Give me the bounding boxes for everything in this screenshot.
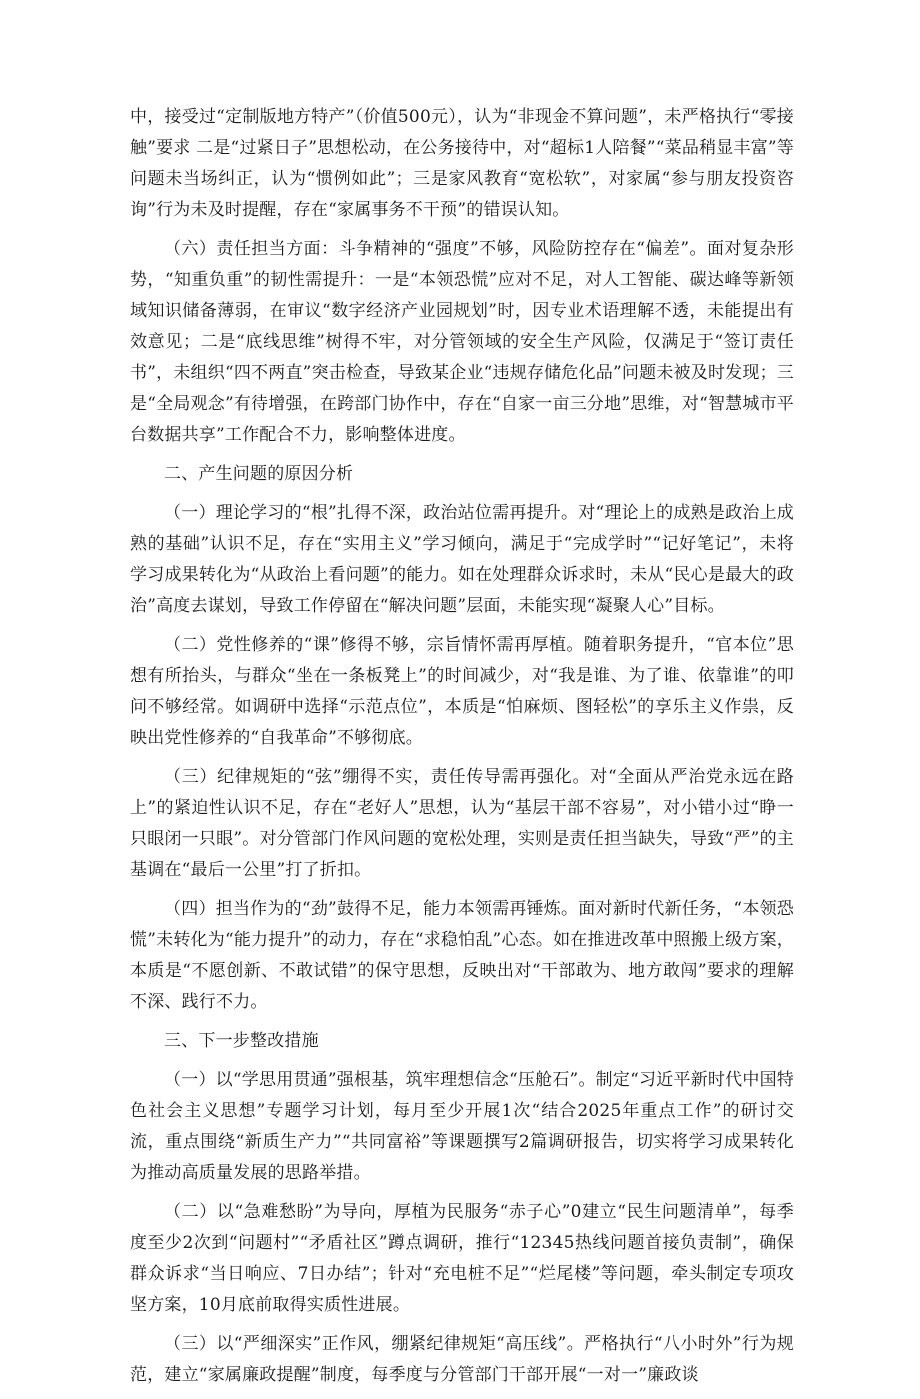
paragraph-continuation: 中，接受过“定制版地方特产”（价值500元），认为“非现金不算问题”，未严格执行“零接触”要求 二是“过紧日子”思想松动，在公务接待中，对“超标1人陪餐”“菜品稍显丰富”等问题未当场纠正，认为“惯例如此”；三是家风教育“宽松软”，对家属“参与朋友投资咨询”行为未及时提醒，存在“家属事务不干预”的错误认知。 — [130, 107, 794, 220]
section-heading-causes: 二、产生问题的原因分析 — [164, 464, 354, 484]
document-page — [130, 102, 794, 1399]
paragraph-measure-3: （三）以“严细深实”正作风，绷紧纪律规矩“高压线”。严格执行“八小时外”行为规范，建立“家属廉政提醒”制度，每季度与分管部门干部开展“一对一”廉政谈 — [130, 1334, 794, 1385]
section-heading-measures: 三、下一步整改措施 — [164, 1031, 319, 1051]
paragraph-cause-3: （三）纪律规矩的“弦”绷得不实，责任传导需再强化。对“全面从严治党永远在路上”的紧迫性认识不足，存在“老好人”思想，认为“基层干部不容易”，对小错小过“睁一只眼闭一只眼”。对分管部门作风问题的宽松处理，实则是责任担当缺失，导致“严”的主基调在“最后一公里”打了折扣。 — [130, 767, 794, 880]
paragraph-measure-2: （二）以“急难愁盼”为导向，厚植为民服务“赤子心”0建立“民生问题清单”，每季度至少2次到“问题村”“矛盾社区”蹲点调研，推行“12345热线问题首接负责制”，确保群众诉求“当日响应、7日办结”；针对“充电桩不足”“烂尾楼”等问题，牵头制定专项攻坚方案，10月底前取得实质性进展。 — [130, 1202, 794, 1315]
paragraph-measure-1: （一）以“学思用贯通”强根基，筑牢理想信念“压舱石”。制定“习近平新时代中国特色社会主义思想”专题学习计划，每月至少开展1次“结合2025年重点工作”的研讨交流，重点围绕“新质生产力”“共同富裕”等课题撰写2篇调研报告，切实将学习成果转化为推动高质量发展的思路举措。 — [130, 1070, 794, 1183]
paragraph-cause-1: （一）理论学习的“根”扎得不深，政治站位需再提升。对“理论上的成熟是政治上成熟的基础”认识不足，存在“实用主义”学习倾向，满足于“完成学时”“记好笔记”，未将学习成果转化为“从政治上看问题”的能力。如在处理群众诉求时，未从“民心是最大的政治”高度去谋划，导致工作停留在“解决问题”层面，未能实现“凝聚人心”目标。 — [130, 503, 794, 616]
paragraph-responsibility: （六）责任担当方面：斗争精神的“强度”不够，风险防控存在“偏差”。面对复杂形势，“知重负重”的韧性需提升：一是“本领恐慌”应对不足，对人工智能、碳达峰等新领域知识储备薄弱，在审议“数字经济产业园规划”时，因专业术语理解不透，未能提出有效意见；二是“底线思维”树得不牢，对分管领域的安全生产风险，仅满足于“签订责任书”，未组织“四不两直”突击检查，导致某企业“违规存储危化品”问题未被及时发现；三是“全局观念”有待增强，在跨部门协作中，存在“自家一亩三分地”思维，对“智慧城市平台数据共享”工作配合不力，影响整体进度。 — [130, 239, 794, 445]
paragraph-cause-4: （四）担当作为的“劲”鼓得不足，能力本领需再锤炼。面对新时代新任务，“本领恐慌”未转化为“能力提升”的动力，存在“求稳怕乱”心态。如在推进改革中照搬上级方案，本质是“不愿创新、不敢试错”的保守思想，反映出对“干部敢为、地方敢闯”要求的理解不深、践行不力。 — [130, 899, 794, 1012]
paragraph-cause-2: （二）党性修养的“课”修得不够，宗旨情怀需再厚植。随着职务提升，“官本位”思想有所抬头，与群众“坐在一条板凳上”的时间减少，对“我是谁、为了谁、依靠谁”的叩问不够经常。如调研中选择“示范点位”，本质是“怕麻烦、图轻松”的享乐主义作祟，反映出党性修养的“自我革命”不够彻底。 — [130, 635, 794, 748]
